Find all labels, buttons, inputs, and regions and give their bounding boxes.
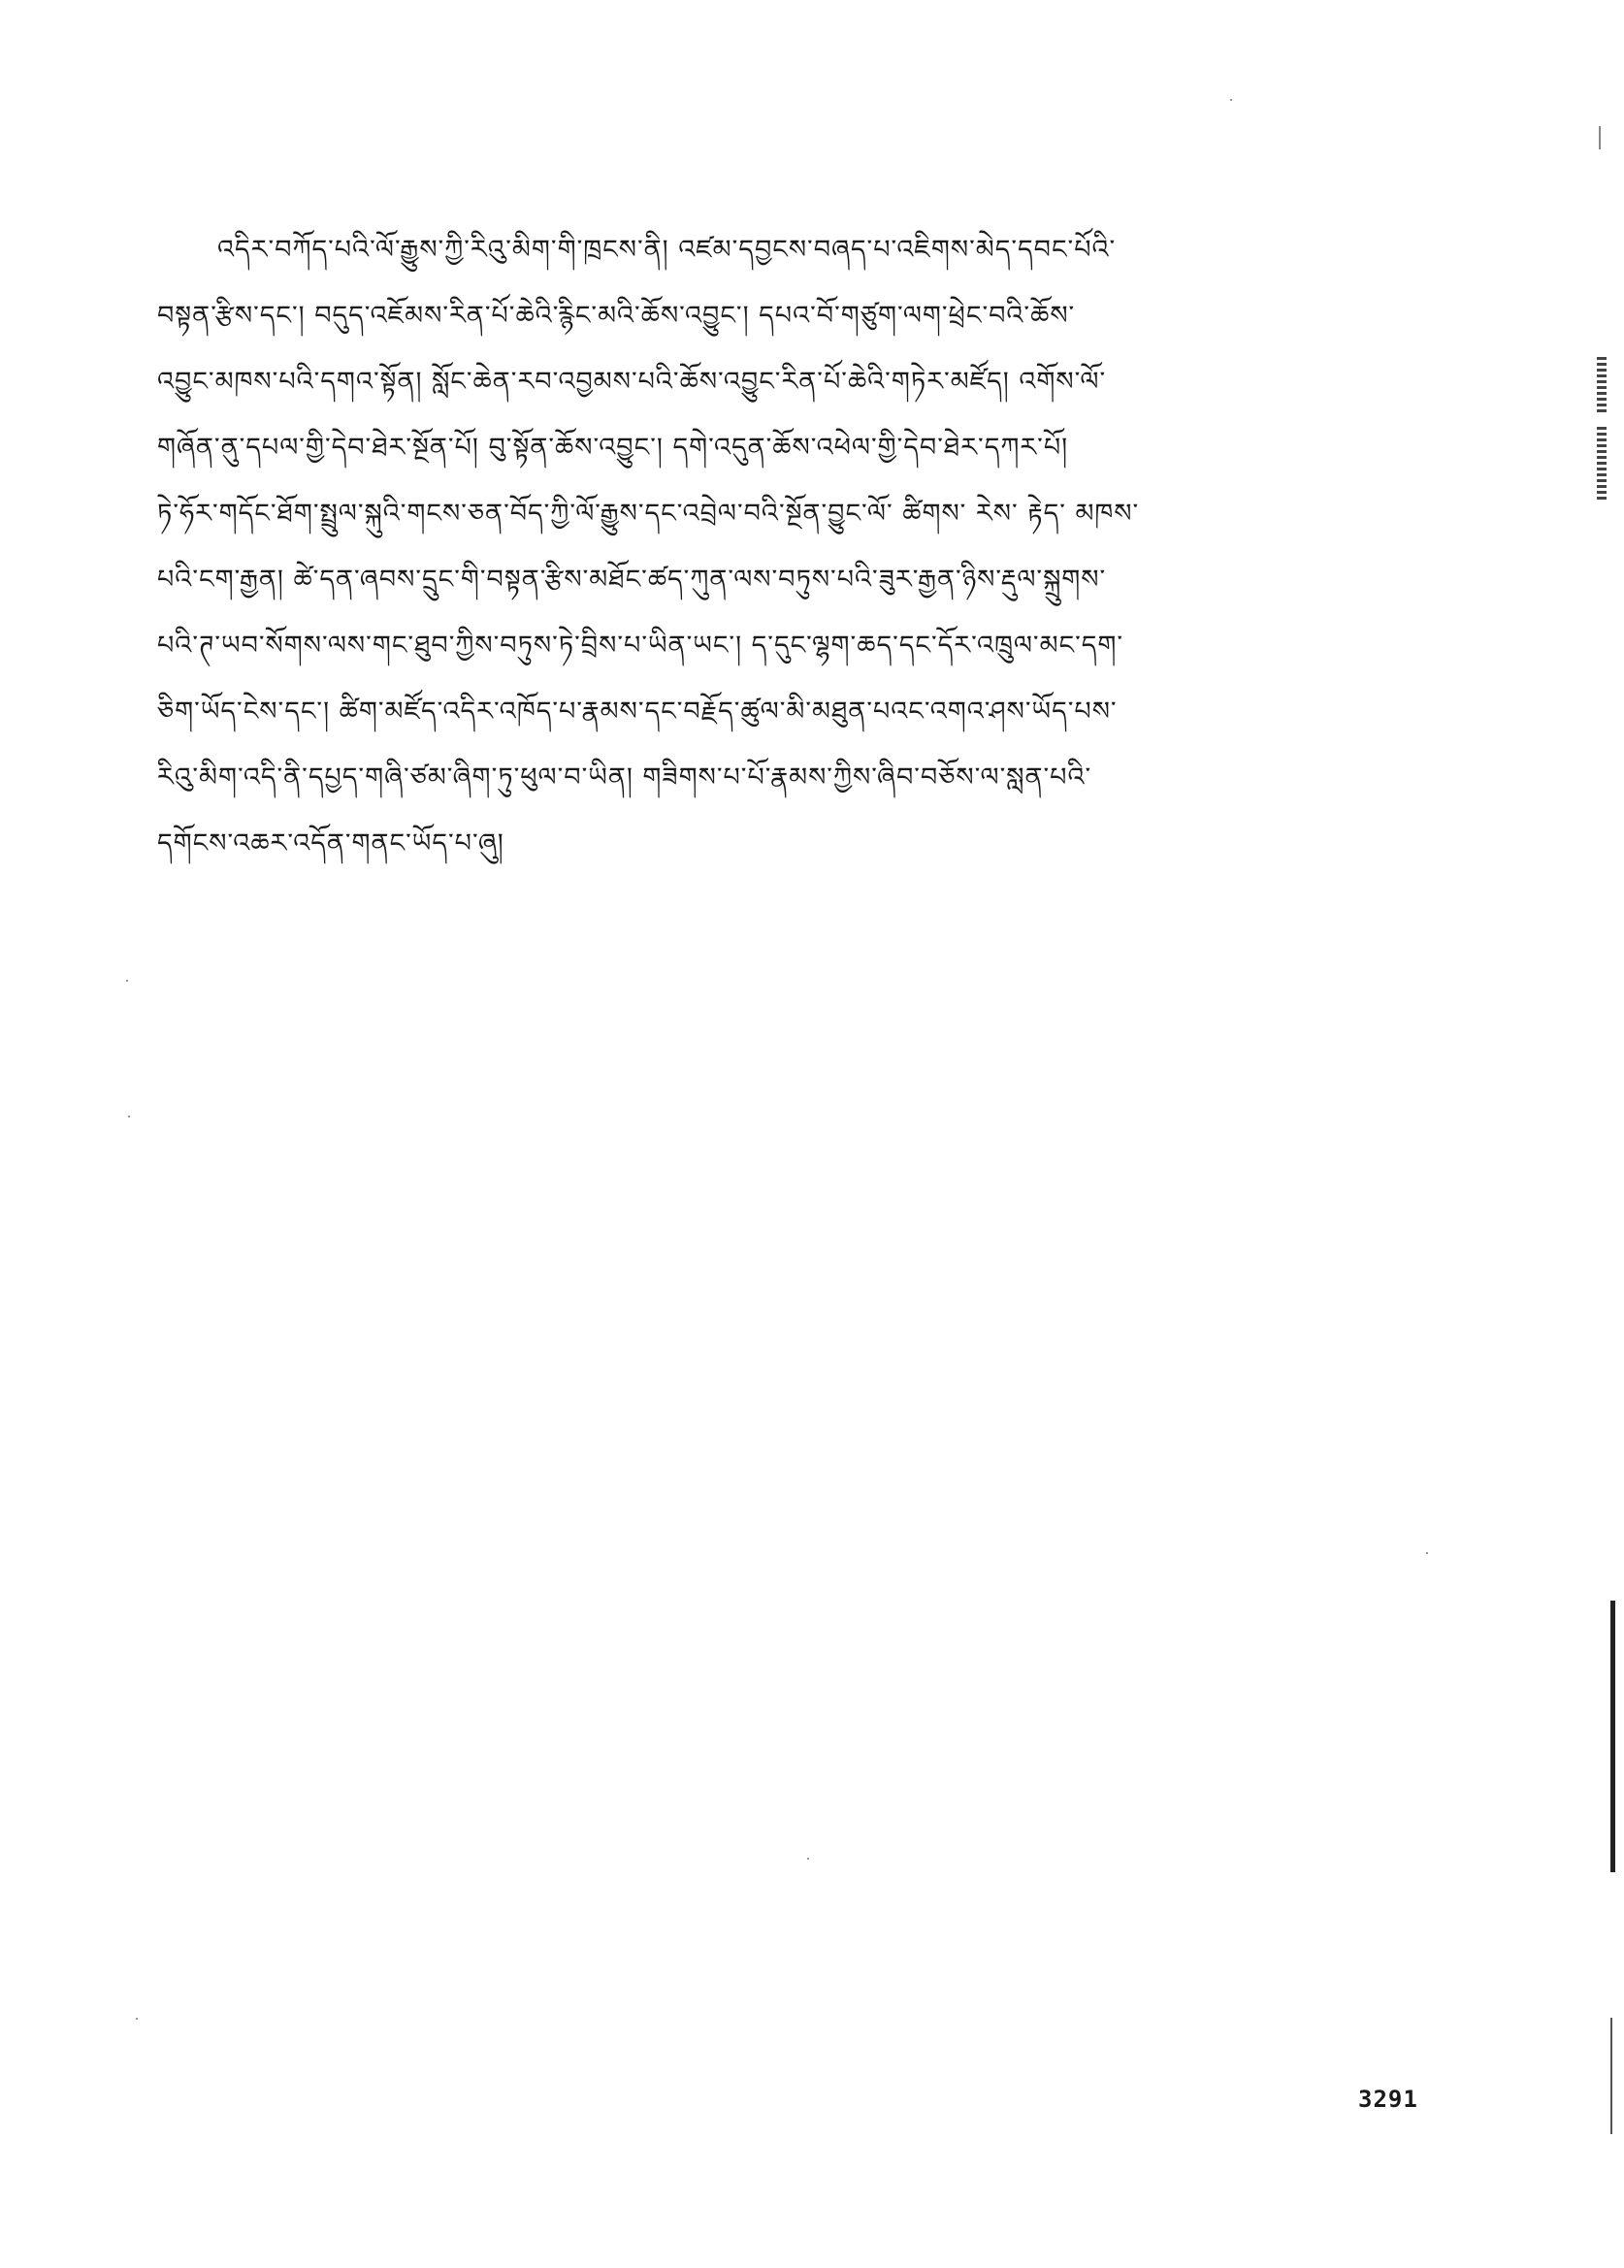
text-line-6: པའི་ངག་རྒྱན། ཚེ་དན་ཞབས་དྲུང་གི་བསྟན་རྩིས་མཐོང་ཚད་ཀུན་ལས་བཏུས་པའི་ཟུར་རྒྱན་ཉིས་རྡུལ་སྐྲུགས་ bbox=[157, 565, 1107, 595]
text-line-1: འདིར་བཀོད་པའི་ལོ་རྒྱུས་ཀྱི་རིའུ་མིག་གི་ཁྲངས་ནི། འཛམ་དབྱངས་བཞད་པ་འཇིགས་མེད་དབང་པོའི་ bbox=[217, 235, 1117, 265]
text-line-7: པའི་ཊ་ཡབ་སོགས་ལས་གང་ཐུབ་ཀྱིས་བཏུས་ཏེ་བྲིས་པ་ཡིན་ཡང་། ད་དུང་ལྷག་ཆད་དང་དོར་འཁྲུལ་མང་དག་ bbox=[157, 631, 1124, 661]
text-line-5: ཏེ་ཧོར་གདོང་ཐོག་སྤྲུལ་སྐུའི་གངས་ཅན་བོད་ཀྱི་ལོ་རྒྱུས་དང་འབྲེལ་བའི་སྔོན་བྱུང་ལོ་ ཚིགས་ རེས་ རྟེད་ མཁས་ bbox=[157, 499, 1140, 529]
text-line-9: རིའུ་མིག་འདི་ནི་དཔྱད་གཞི་ཙམ་ཞིག་ཏུ་ཕུལ་བ་ཡིན། གཟིགས་པ་པོ་རྣམས་ཀྱིས་ཞིབ་བཅོས་ལ་སླན་པའི་ bbox=[157, 762, 1092, 793]
text-line-2: བསྟན་རྩིས་དང་། བདུད་འཇོམས་རིན་པོ་ཆེའི་རྙིང་མའི་ཆོས་འབྱུང་། དཔའ་བོ་གཙུག་ལག་ཕྲེང་བའི་ཆོས་ bbox=[157, 301, 1076, 331]
text-line-4: གཞོན་ནུ་དཔལ་གྱི་དེབ་ཐེར་སྔོན་པོ། བུ་སྟོན་ཆོས་འབྱུང་། དགེ་འདུན་ཆོས་འཕེལ་གྱི་དེབ་ཐེར་དཀར་པོ། bbox=[157, 433, 1069, 463]
page-number: 3291 bbox=[1358, 2086, 1418, 2113]
text-line-8: ཅིག་ཡོད་ངེས་དང་། ཚིག་མཛོད་འདིར་འཁོད་པ་རྣམས་དང་བརྗོད་ཚུལ་མི་མཐུན་པའང་འགའ་ཤས་ཡོད་པས་ bbox=[157, 697, 1118, 727]
text-line-10: དགོངས་འཆར་འདོན་གནང་ཡོད་པ་ཞུ། bbox=[157, 828, 504, 859]
text-line-3: འབྱུང་མཁས་པའི་དགའ་སྟོན། སློང་ཆེན་རབ་འབྱམས་པའི་ཆོས་འབྱུང་རིན་པོ་ཆེའི་གཏེར་མཛོད། འགོས་ལོ་ bbox=[157, 367, 1107, 397]
